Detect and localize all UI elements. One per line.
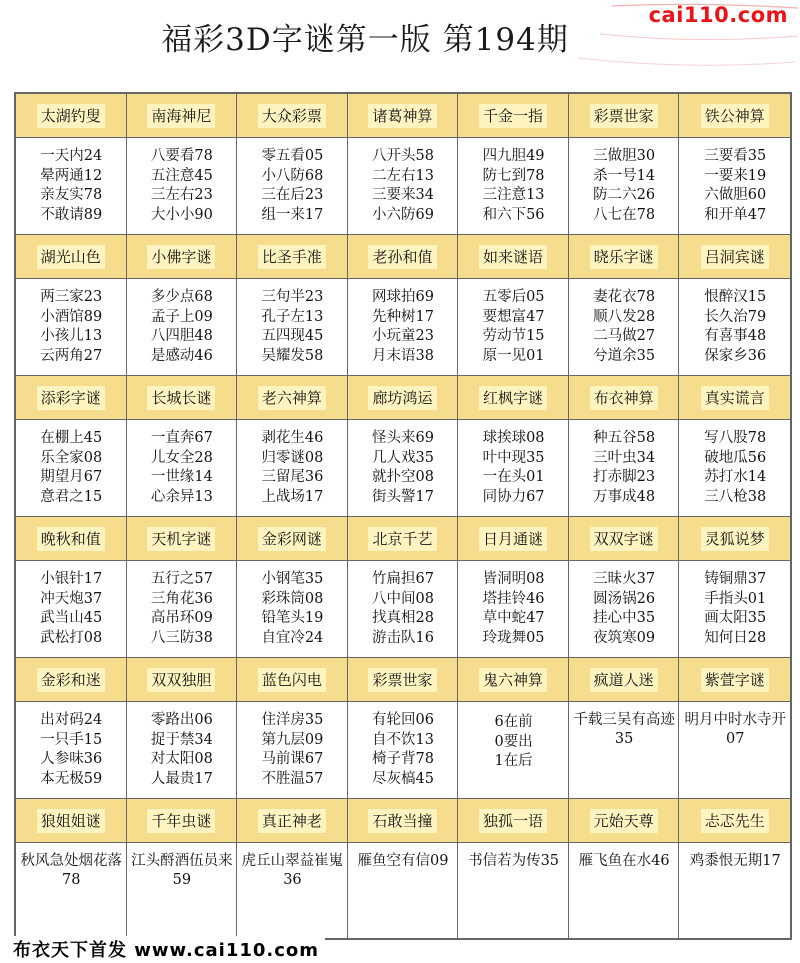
riddle-line: 怪头来69 [372,430,434,446]
riddle-line: 一要来19 [704,167,767,184]
expert-name-cell [237,517,348,561]
expert-name: 真实谎言 [701,386,769,410]
riddle-cell [348,138,459,235]
riddle-cell [458,561,569,658]
riddle-line: 捉于禁34 [150,731,213,748]
riddle-cell [127,561,238,658]
expert-name-cell [127,658,238,702]
expert-name: 添彩字谜 [37,386,105,410]
riddle-line: 长久治79 [704,308,767,325]
expert-name: 紫萱字谜 [701,668,769,692]
riddle-line: 三八枪38 [704,488,767,505]
riddle-line: 八三防38 [150,629,213,646]
riddle-cell [16,138,127,235]
expert-name: 鬼六神算 [479,668,547,692]
expert-name-cell [679,517,790,561]
riddle-line: 八中间08 [372,590,434,607]
expert-name-cell [458,235,569,279]
riddle-cell [237,702,348,799]
riddle-cell [679,702,790,799]
riddle-line: 三做胆30 [593,148,656,164]
riddle-line: 尽灰槁45 [372,770,434,787]
expert-name: 太湖钓叟 [37,104,105,128]
riddle-line: 剥花生46 [261,430,324,446]
riddle-line: 六做胆60 [704,187,767,203]
expert-name-cell [679,799,790,843]
expert-name: 天机字谜 [147,527,215,551]
riddle-line: 铅笔头19 [261,610,324,626]
expert-name-cell [16,235,127,279]
expert-name-cell [569,376,680,420]
expert-name-cell [348,517,459,561]
riddle-line: 小钢笔35 [261,571,324,587]
riddle-line: 自宜冷24 [261,629,324,646]
riddle-line: 知何日28 [704,629,767,646]
riddle-line: 1在后 [494,753,533,769]
riddle-line: 一在头01 [482,469,545,485]
expert-name: 布衣神算 [590,386,658,410]
expert-name-cell [16,658,127,702]
riddle-line: 大小小90 [150,206,213,223]
riddle-line: 先种树17 [372,308,434,325]
riddle-line: 三左右23 [150,187,213,203]
riddle-line: 明月中时水寺开07 [684,712,786,747]
riddle-line: 期望月67 [40,469,103,485]
expert-name-cell [348,799,459,843]
expert-name: 疯道人迷 [590,668,658,692]
riddle-cell [569,843,680,940]
riddle-cell [16,279,127,376]
riddle-cell [679,561,790,658]
riddle-line: 手指头01 [704,590,767,607]
riddle-cell [458,138,569,235]
riddle-line: 0要出 [494,733,533,750]
riddle-line: 三角花36 [150,590,213,607]
riddle-line: 保家乡36 [704,347,767,364]
riddle-line: 月末语38 [372,347,434,364]
expert-name-cell [569,658,680,702]
riddle-line: 一只手15 [40,731,103,748]
riddle-line: 写八股78 [704,430,767,446]
riddle-line: 一天内24 [40,148,103,164]
expert-name-cell [127,799,238,843]
expert-name: 石敢当撞 [368,809,436,833]
riddle-line: 虎丘山翠益崔嵬36 [241,853,344,888]
riddle-line: 要想富47 [482,308,545,325]
expert-name-cell [458,799,569,843]
expert-name-cell [348,376,459,420]
riddle-line: 妻花衣78 [593,289,656,305]
expert-name-cell [679,376,790,420]
riddle-cell [127,138,238,235]
riddle-line: 自不饮13 [372,731,434,748]
riddle-line: 三注意13 [482,187,545,203]
expert-name-cell [458,376,569,420]
riddle-line: 云两角27 [40,347,103,364]
riddle-line: 武松打08 [40,629,103,646]
riddle-cell [569,561,680,658]
riddle-line: 和六下56 [482,206,545,223]
riddle-line: 小孩儿13 [40,328,103,344]
expert-name-cell [16,517,127,561]
expert-name-cell [127,376,238,420]
riddle-cell [16,420,127,517]
riddle-line: 破地瓜56 [704,449,767,466]
expert-name-cell [237,94,348,138]
riddle-cell [237,279,348,376]
riddle-line: 第九层09 [261,731,324,748]
riddle-line: 本无极59 [40,770,103,787]
riddle-cell [16,702,127,799]
expert-name-cell [569,235,680,279]
expert-name-cell [237,658,348,702]
riddle-line: 五行之57 [150,571,213,587]
riddle-line: 顺八发28 [593,308,656,325]
riddle-line: 几人戏35 [372,449,434,466]
riddle-line: 八七在78 [593,206,656,223]
puzzle-grid [14,92,792,940]
riddle-line: 冲天炮37 [40,590,103,607]
riddle-line: 三要看35 [704,148,767,164]
riddle-line: 三留尾36 [261,469,324,485]
riddle-line: 武当山45 [40,610,103,626]
expert-name: 如来谜语 [479,245,547,269]
expert-name-cell [679,658,790,702]
riddle-cell [16,561,127,658]
expert-name: 吕洞宾谜 [701,245,769,269]
riddle-line: 不敢请89 [40,206,103,223]
riddle-line: 书信若为传35 [468,853,560,869]
riddle-line: 八开头58 [372,148,434,164]
riddle-line: 原一见01 [482,347,545,364]
riddle-line: 孔子左13 [261,308,324,325]
riddle-line: 皆洞明08 [482,571,545,587]
riddle-line: 劳动节15 [482,328,545,344]
expert-name: 诸葛神算 [368,104,436,128]
riddle-line: 街头警17 [372,488,434,505]
riddle-cell [237,420,348,517]
riddle-line: 和开单47 [704,206,767,223]
riddle-cell [348,702,459,799]
riddle-line: 夜筑寒09 [593,629,656,646]
expert-name-cell [127,517,238,561]
riddle-line: 乐全家08 [40,449,103,466]
riddle-line: 八四胆48 [150,328,213,344]
riddle-cell [127,843,238,940]
expert-name-cell [127,94,238,138]
riddle-line: 草中蛇47 [482,610,545,626]
riddle-line: 彩珠筒08 [261,590,324,607]
expert-name-cell [237,235,348,279]
riddle-line: 五四现45 [261,328,324,344]
riddle-cell [348,279,459,376]
footer-credit[interactable]: 布衣天下首发 www.cai110.com [13,936,325,962]
riddle-line: 亲友实78 [40,187,103,203]
riddle-line: 三叶虫34 [593,449,656,466]
riddle-line: 马前课67 [261,751,324,767]
expert-name: 北京千艺 [368,527,436,551]
riddle-line: 人最贵17 [150,770,213,787]
expert-name: 双双独胆 [147,668,215,692]
riddle-line: 多少点68 [150,289,213,305]
riddle-cell [16,843,127,940]
expert-name: 金彩网谜 [258,527,326,551]
riddle-line: 人参味36 [40,751,103,767]
riddle-line: 有喜事48 [704,328,767,344]
expert-name-cell [348,94,459,138]
site-logo[interactable]: cai110.com [648,3,788,27]
riddle-line: 有轮回06 [372,712,434,728]
riddle-line: 三昧火37 [593,571,656,587]
riddle-line: 是感动46 [150,347,213,364]
riddle-line: 叶中现35 [482,449,545,466]
riddle-line: 椅子背78 [372,751,434,767]
riddle-line: 高吊环09 [150,610,213,626]
expert-name-cell [16,94,127,138]
riddle-cell [569,420,680,517]
riddle-line: 二左右13 [372,167,434,184]
expert-name-cell [679,94,790,138]
expert-name-cell [458,94,569,138]
expert-name-cell [127,235,238,279]
riddle-line: 防二六26 [593,187,656,203]
riddle-line: 小八防68 [261,167,324,184]
riddle-line: 儿女全28 [150,449,213,466]
expert-name: 铁公神算 [701,104,769,128]
riddle-line: 二马做27 [593,328,656,344]
expert-name: 双双字谜 [590,527,658,551]
riddle-line: 挂心中35 [593,610,656,626]
riddle-line: 不胜温57 [261,770,324,787]
expert-name-cell [458,658,569,702]
riddle-cell [458,279,569,376]
riddle-line: 小六防69 [372,206,434,223]
riddle-line: 上战场17 [261,488,324,505]
expert-name: 金彩和迷 [37,668,105,692]
riddle-cell [348,561,459,658]
riddle-cell [348,843,459,940]
expert-name: 彩票世家 [368,668,436,692]
riddle-cell [237,138,348,235]
riddle-cell [458,843,569,940]
riddle-cell [679,138,790,235]
riddle-line: 打赤脚23 [593,469,656,485]
riddle-line: 鸡黍恨无期17 [689,853,781,869]
riddle-cell [569,702,680,799]
riddle-line: 种五谷58 [593,430,656,446]
riddle-line: 杀一号14 [593,167,656,184]
expert-name: 长城长谜 [147,386,215,410]
expert-name-cell [458,517,569,561]
riddle-line: 五零后05 [482,289,545,305]
riddle-line: 秋风急处烟花落78 [20,853,123,888]
riddle-line: 苏打水14 [704,469,767,485]
riddle-line: 八要看78 [150,148,213,164]
expert-name: 千年虫谜 [147,809,215,833]
expert-name-cell [16,376,127,420]
riddle-cell [458,702,569,799]
expert-name-cell [569,799,680,843]
riddle-line: 小酒馆89 [40,308,103,325]
riddle-line: 雁飞鱼在水46 [578,853,670,869]
riddle-line: 四九胆49 [482,148,545,164]
riddle-line: 三要来34 [372,187,434,203]
expert-name: 红枫字谜 [479,386,547,410]
expert-name-cell [237,376,348,420]
expert-name: 晚秋和值 [37,527,105,551]
expert-name: 蓝色闪电 [258,668,326,692]
expert-name: 真正神老 [258,809,326,833]
riddle-cell [348,420,459,517]
riddle-line: 零五看05 [261,148,324,164]
riddle-cell [458,420,569,517]
expert-name: 狼姐姐谜 [37,809,105,833]
riddle-line: 同协力67 [482,488,545,505]
riddle-line: 在棚上45 [40,430,103,446]
expert-name: 小佛字谜 [147,245,215,269]
riddle-line: 一直奔67 [150,430,213,446]
riddle-line: 塔挂铃46 [482,590,545,607]
riddle-line: 晕两通12 [40,167,103,184]
expert-name: 独孤一语 [479,809,547,833]
riddle-line: 千载三吴有高迹35 [573,712,675,747]
riddle-line: 出对码24 [40,712,103,728]
riddle-line: 画太阳35 [704,610,767,626]
expert-name-cell [348,235,459,279]
riddle-line: 孟子上09 [150,308,213,325]
riddle-line: 兮道余35 [593,347,656,364]
expert-name-cell [569,94,680,138]
riddle-line: 三在后23 [261,187,324,203]
expert-name: 廊坊鸿运 [368,386,436,410]
expert-name: 元始天尊 [590,809,658,833]
expert-name: 日月通谜 [479,527,547,551]
riddle-line: 五注意45 [150,167,213,184]
riddle-cell [569,138,680,235]
expert-name: 南海神尼 [147,104,215,128]
riddle-line: 找真相28 [372,610,434,626]
riddle-line: 圆汤锅26 [593,590,656,607]
page-title: 福彩3D字谜第一版 第194期 [161,22,569,58]
riddle-line: 住洋房35 [261,712,324,728]
expert-name: 忐忑先生 [701,809,769,833]
expert-name: 老六神算 [258,386,326,410]
riddle-line: 吴耀发58 [261,347,324,364]
riddle-cell [127,279,238,376]
riddle-line: 零路出06 [150,712,213,728]
riddle-line: 铸铜鼎37 [704,571,767,587]
riddle-cell [679,420,790,517]
riddle-cell [679,279,790,376]
riddle-line: 恨醉汉15 [704,289,767,305]
riddle-cell [679,843,790,940]
expert-name: 千金一指 [479,104,547,128]
expert-name: 晓乐字谜 [590,245,658,269]
riddle-line: 一世缘14 [150,469,213,485]
riddle-cell [237,843,348,940]
riddle-line: 小玩童23 [372,328,434,344]
riddle-line: 游击队16 [372,629,434,646]
expert-name-cell [237,799,348,843]
expert-name: 大众彩票 [258,104,326,128]
expert-name-cell [348,658,459,702]
riddle-line: 对太阳08 [150,751,213,767]
riddle-line: 万事成48 [593,488,656,505]
riddle-cell [569,279,680,376]
riddle-cell [127,702,238,799]
riddle-line: 小银针17 [40,571,103,587]
riddle-line: 心余异13 [150,488,213,505]
expert-name: 灵狐说梦 [701,527,769,551]
riddle-line: 网球拍69 [372,289,434,305]
expert-name: 老孙和值 [368,245,436,269]
expert-name: 彩票世家 [590,104,658,128]
riddle-line: 两三家23 [40,289,103,305]
riddle-line: 防七到78 [482,167,545,184]
riddle-line: 意君之15 [40,488,103,505]
riddle-line: 玲珑舞05 [482,629,545,646]
riddle-cell [237,561,348,658]
riddle-line: 就扑空08 [372,469,434,485]
expert-name: 湖光山色 [37,245,105,269]
riddle-line: 雁鱼空有信09 [357,853,449,869]
riddle-line: 三句半23 [261,289,324,305]
riddle-line: 组一来17 [261,206,324,223]
riddle-line: 竹扁担67 [372,571,434,587]
expert-name-cell [679,235,790,279]
riddle-line: 6在前 [494,714,533,730]
expert-name-cell [16,799,127,843]
expert-name: 比圣手准 [258,245,326,269]
riddle-line: 球挨球08 [482,430,545,446]
riddle-line: 归零谜08 [261,449,324,466]
riddle-line: 江头酹酒伍员来59 [131,853,233,888]
expert-name-cell [569,517,680,561]
riddle-cell [127,420,238,517]
